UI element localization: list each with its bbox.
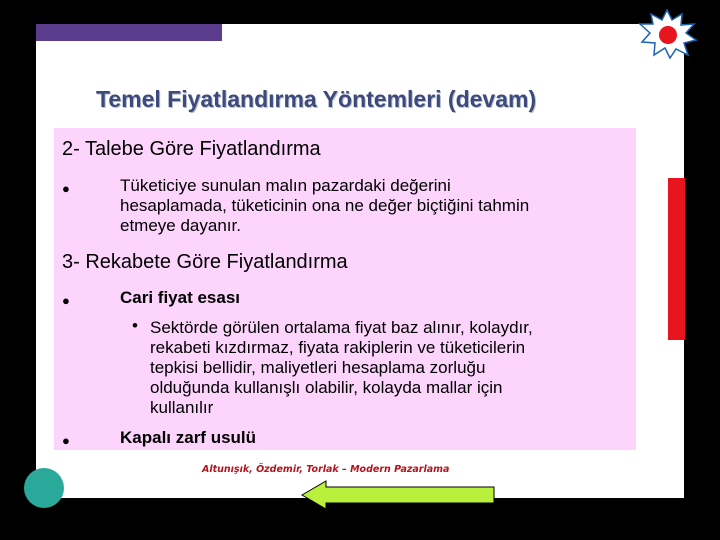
section-heading-competition: 3- Rekabete Göre Fiyatlandırma	[62, 251, 348, 273]
page-title: Temel Fiyatlandırma Yöntemleri (devam)	[96, 86, 537, 112]
round-bullet-icon: ●	[62, 293, 70, 308]
bullet-text-demand	[120, 176, 529, 236]
text-line: Sektörde görülen ortalama fiyat baz alınır, kolaydır,	[150, 318, 533, 337]
text-line: etmeye dayanır.	[120, 216, 241, 235]
section-heading-demand: 2- Talebe Göre Fiyatlandırma	[62, 138, 321, 160]
bullet-label-sealed-bid: Kapalı zarf usulü	[120, 428, 257, 447]
round-bullet-icon: ●	[62, 433, 70, 448]
top-accent-bar	[36, 24, 222, 41]
round-bullet-icon: ●	[62, 181, 70, 196]
dot-bullet-icon: •	[132, 316, 138, 335]
text-line: olduğunda kullanışlı olabilir, kolayda mallar için	[150, 378, 503, 397]
text-line: rekabeti kızdırmaz, fiyata rakiplerin ve tüketicilerin	[150, 338, 526, 357]
bullet-label-current-price: Cari fiyat esası	[120, 288, 241, 307]
right-accent-bar	[668, 178, 685, 340]
footer-credit: Altunışık, Özdemir, Torlak – Modern Pazarlama	[202, 464, 450, 475]
text-line: hesaplamada, tüketicinin ona ne değer biçtiğini tahmin	[120, 196, 530, 215]
text-line: tepkisi bellidir, maliyetleri hesaplama zorluğu	[150, 358, 486, 377]
sub-bullet-text	[150, 318, 533, 418]
starburst-icon	[636, 8, 698, 60]
left-arrow-icon[interactable]	[300, 480, 496, 510]
circle-icon	[24, 468, 64, 508]
text-line: Tüketiciye sunulan malın pazardaki değerini	[120, 176, 451, 195]
text-line: kullanılır	[150, 398, 214, 417]
